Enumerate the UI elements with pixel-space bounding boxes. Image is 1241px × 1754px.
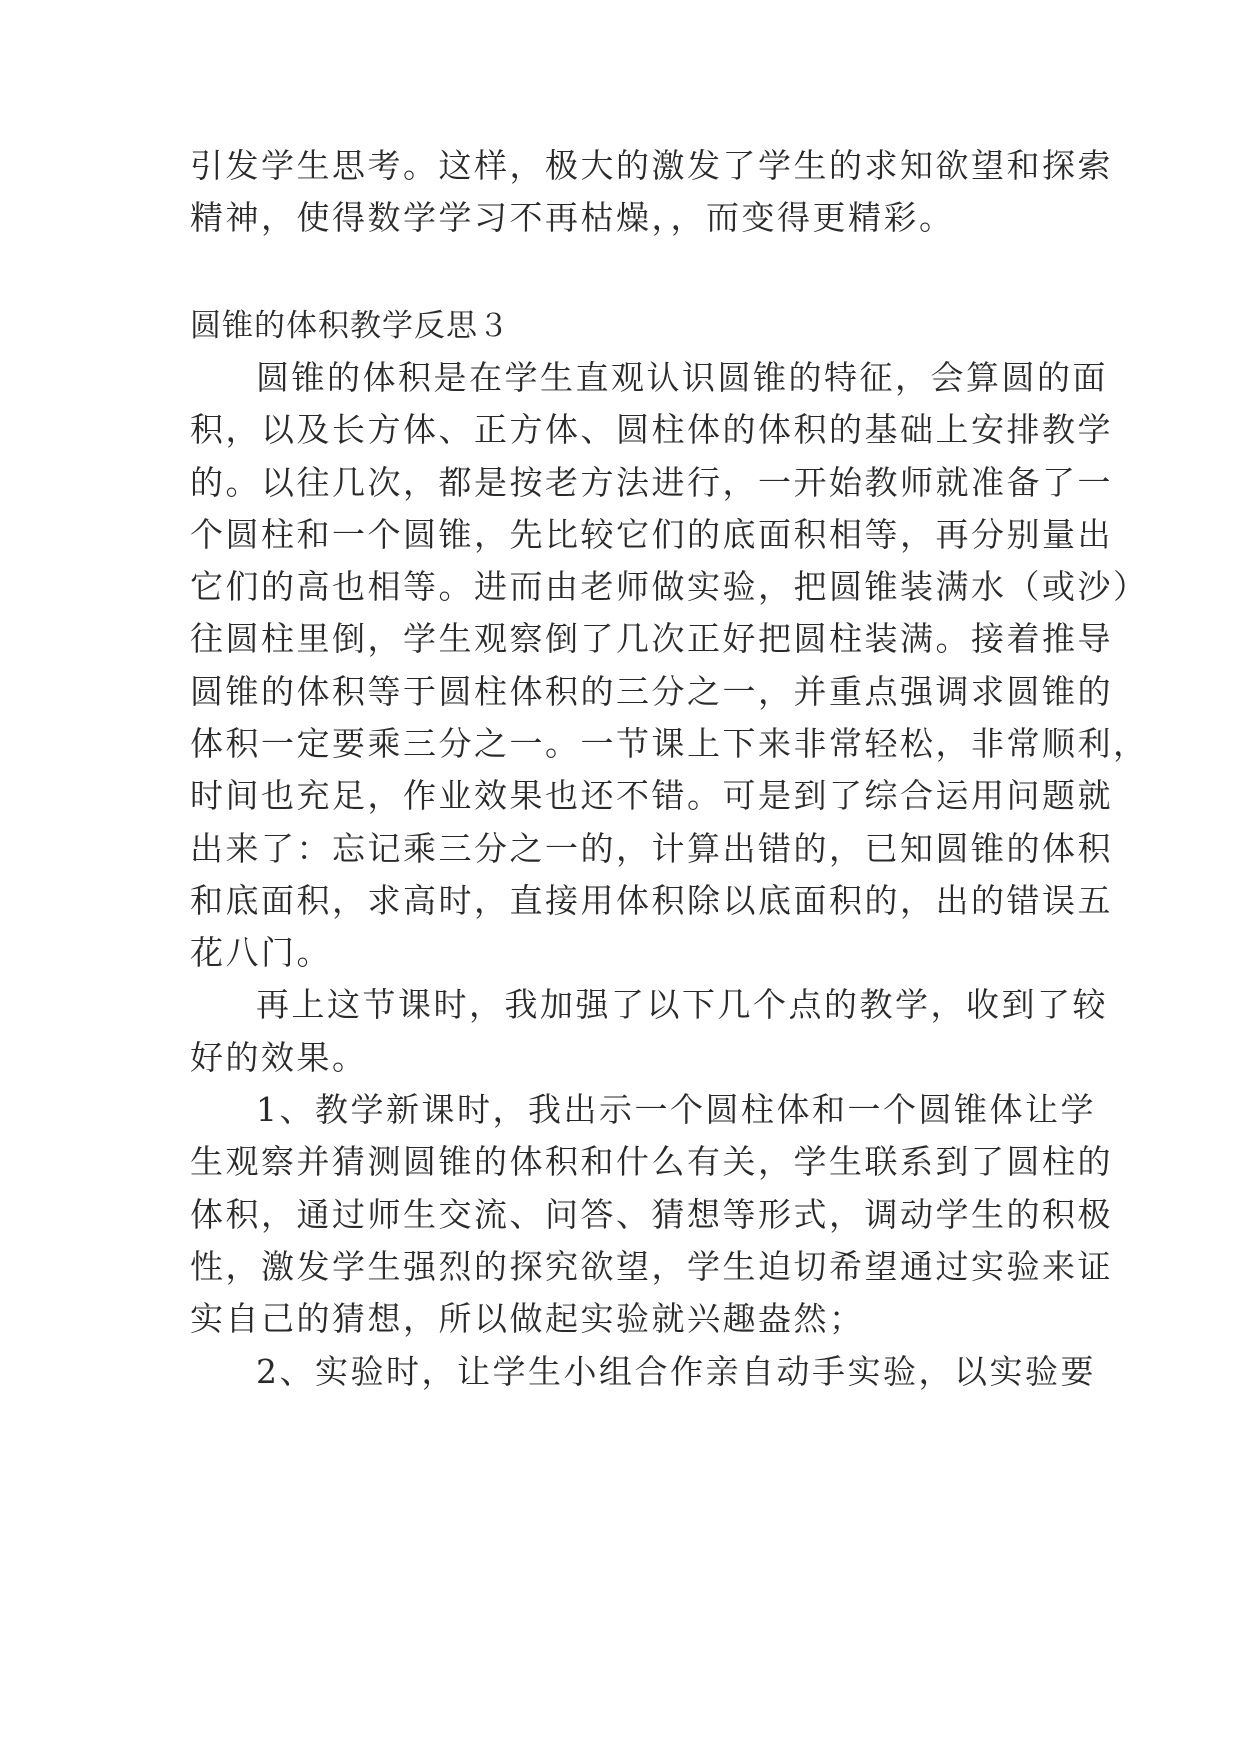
paragraph3-line-4: 性，激发学生强烈的探究欲望，学生迫切希望通过实验来证 <box>190 1247 1113 1286</box>
intro-line-1: 引发学生思考。这样，极大的激发了学生的求知欲望和探索 <box>190 146 1113 185</box>
paragraph1-line-10: 出来了：忘记乘三分之一的，计算出错的，已知圆锥的体积 <box>190 829 1113 868</box>
paragraph3-line-5: 实自己的猜想，所以做起实验就兴趣盎然； <box>190 1299 865 1338</box>
paragraph1-line-11: 和底面积，求高时，直接用体积除以底面积的，出的错误五 <box>190 881 1113 920</box>
paragraph3-line-2: 生观察并猜测圆锥的体积和什么有关，学生联系到了圆柱的 <box>190 1142 1113 1181</box>
paragraph1-line-5: 它们的高也相等。进而由老师做实验，把圆锥装满水（或沙） <box>190 567 1149 606</box>
paragraph3-line-3: 体积，通过师生交流、问答、猜想等形式，调动学生的积极 <box>190 1195 1113 1234</box>
paragraph1-line-4: 个圆柱和一个圆锥，先比较它们的底面积相等，再分别量出 <box>190 515 1113 554</box>
intro-line-2: 精神，使得数学学习不再枯燥，，而变得更精彩。 <box>190 198 955 237</box>
paragraph1-line-9: 时间也充足，作业效果也还不错。可是到了综合运用问题就 <box>190 776 1113 815</box>
paragraph1-line-8: 体积一定要乘三分之一。一节课上下来非常轻松，非常顺利， <box>190 724 1149 763</box>
paragraph4-line-1: 2、实验时，让学生小组合作亲自动手实验，以实验要 <box>256 1352 1096 1391</box>
paragraph1-line-1: 圆锥的体积是在学生直观认识圆锥的特征，会算圆的面 <box>256 358 1108 397</box>
paragraph2-line-1: 再上这节课时，我加强了以下几个点的教学，收到了较 <box>256 985 1108 1024</box>
paragraph1-line-6: 往圆柱里倒，学生观察倒了几次正好把圆柱装满。接着推导 <box>190 619 1113 658</box>
paragraph1-line-2: 积，以及长方体、正方体、圆柱体的体积的基础上安排教学 <box>190 410 1113 449</box>
paragraph1-line-3: 的。以往几次，都是按老方法进行，一开始教师就准备了一 <box>190 463 1113 502</box>
paragraph2-line-2: 好的效果。 <box>190 1038 368 1077</box>
paragraph1-line-7: 圆锥的体积等于圆柱体积的三分之一，并重点强调求圆锥的 <box>190 672 1113 711</box>
paragraph3-line-1: 1、教学新课时，我出示一个圆柱体和一个圆锥体让学 <box>256 1090 1096 1129</box>
paragraph1-line-12: 花八门。 <box>190 933 332 972</box>
section-title: 圆锥的体积教学反思３ <box>190 308 510 344</box>
